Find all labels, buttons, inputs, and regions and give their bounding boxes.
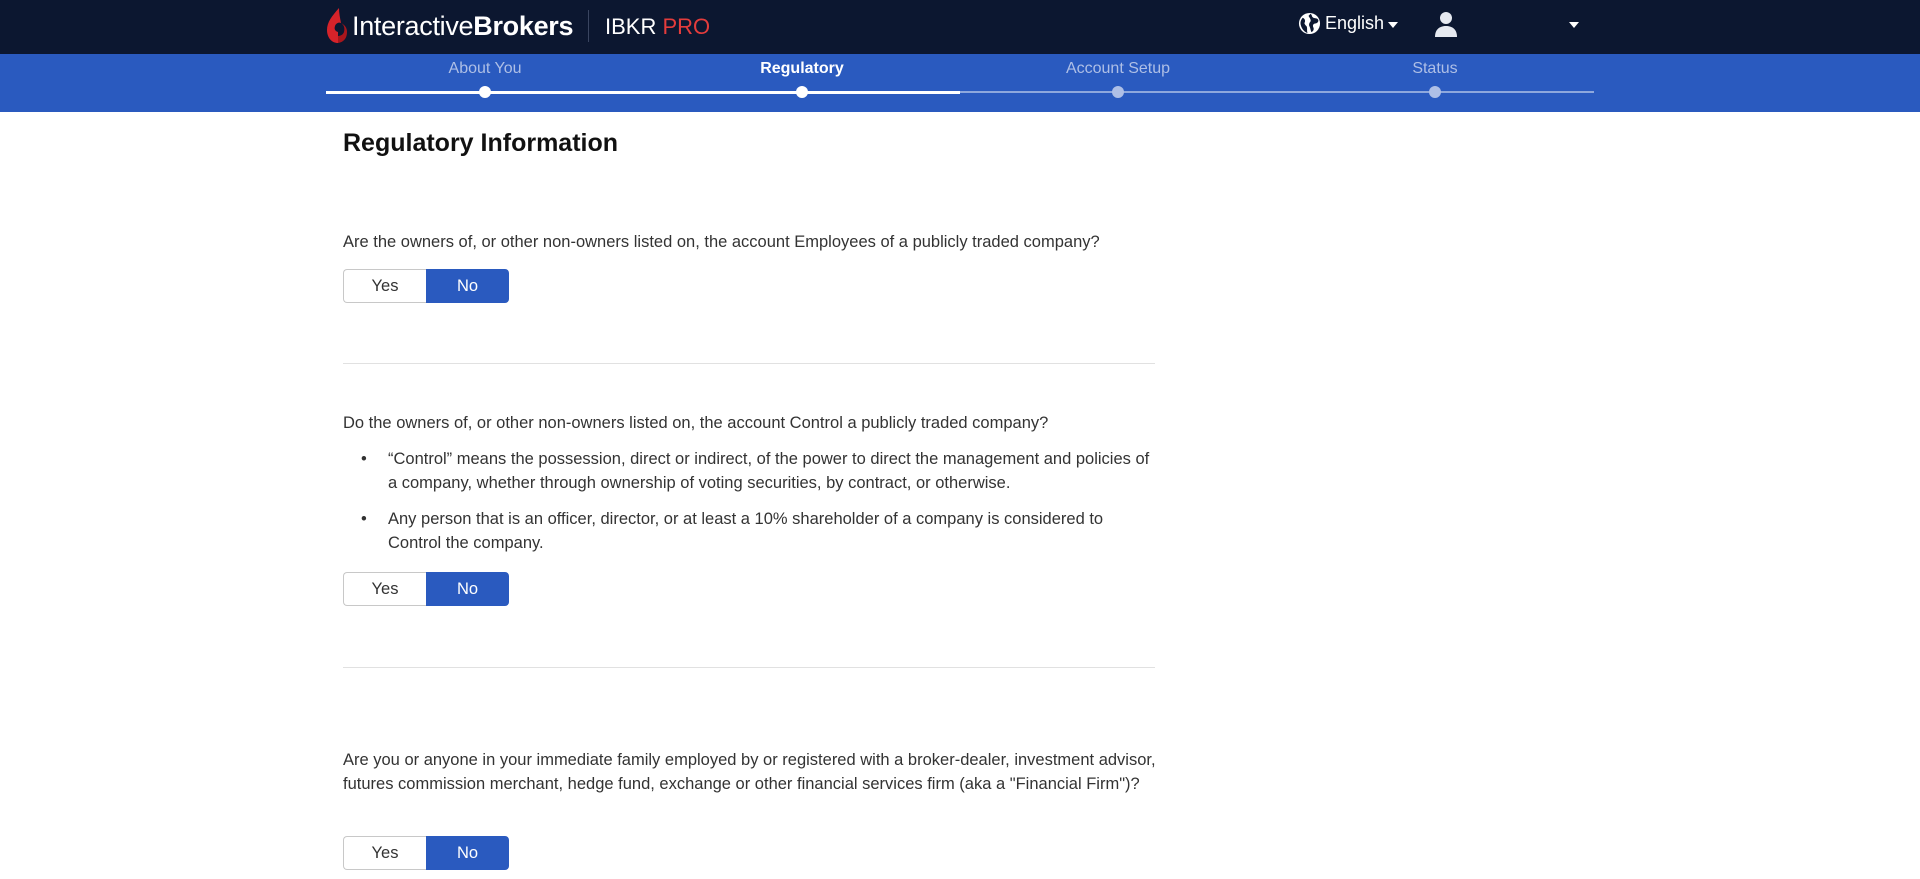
brand-name-regular: Interactive bbox=[352, 10, 474, 41]
user-icon[interactable] bbox=[1434, 11, 1458, 37]
section-divider bbox=[343, 667, 1155, 668]
step-dot-regulatory bbox=[796, 86, 808, 98]
financial-firm-affiliation-toggle bbox=[343, 836, 509, 870]
question-control-public-company: Do the owners of, or other non-owners listed on, the account Control a publicly traded company? bbox=[343, 414, 1049, 432]
list-item: • “Control” means the possession, direct or indirect, of the power to direct the management and policies of a company, whether through ownership of voting securities, by contract, or otherwise. bbox=[343, 447, 1158, 495]
question-financial-firm-affiliation: Are you or anyone in your immediate family employed by or registered with a broker-dealer, investment advisor, futures commission merchant, hedge fund, exchange or other financial services firm (aka a "Financial Firm")? bbox=[343, 751, 1156, 793]
employees-public-company-toggle bbox=[343, 269, 509, 303]
no-button[interactable]: No bbox=[426, 269, 509, 303]
yes-button[interactable]: Yes bbox=[343, 836, 426, 870]
step-status: Status bbox=[1412, 60, 1458, 77]
top-navigation-bar bbox=[0, 0, 1920, 54]
control-definition-list bbox=[343, 447, 1158, 567]
product-tier-label: PRO bbox=[662, 14, 711, 39]
no-button[interactable]: No bbox=[426, 572, 509, 606]
step-dot-status bbox=[1429, 86, 1441, 98]
list-item: • Any person that is an officer, director, or at least a 10% shareholder of a company is considered to Control the company. bbox=[343, 507, 1158, 555]
page-title: Regulatory Information bbox=[343, 129, 619, 157]
section-divider bbox=[343, 363, 1155, 364]
product-name-label: IBKR bbox=[605, 14, 657, 39]
language-label: English bbox=[1325, 13, 1385, 33]
step-account-setup: Account Setup bbox=[1065, 60, 1171, 77]
chevron-down-icon bbox=[1388, 22, 1398, 28]
progress-track-complete bbox=[326, 91, 960, 94]
step-dot-account-setup bbox=[1112, 86, 1124, 98]
flame-logo-icon bbox=[326, 8, 348, 44]
logo-divider bbox=[588, 10, 589, 42]
brand-name bbox=[352, 11, 573, 42]
yes-button[interactable]: Yes bbox=[343, 572, 426, 606]
step-regulatory[interactable]: Regulatory bbox=[760, 60, 844, 77]
language-selector[interactable] bbox=[1298, 12, 1398, 35]
brand-name-bold: Brokers bbox=[473, 10, 574, 41]
product-name bbox=[605, 14, 710, 40]
chevron-down-icon[interactable] bbox=[1569, 22, 1579, 28]
yes-button[interactable]: Yes bbox=[343, 269, 426, 303]
no-button[interactable]: No bbox=[426, 836, 509, 870]
step-about-you[interactable]: About You bbox=[448, 60, 522, 77]
globe-icon bbox=[1298, 12, 1321, 35]
step-dot-about-you bbox=[479, 86, 491, 98]
interactive-brokers-logo[interactable] bbox=[326, 6, 573, 46]
application-progress-bar bbox=[0, 54, 1920, 112]
control-public-company-toggle bbox=[343, 572, 509, 606]
question-employees-public-company: Are the owners of, or other non-owners listed on, the account Employees of a publicly traded company? bbox=[343, 233, 1100, 251]
